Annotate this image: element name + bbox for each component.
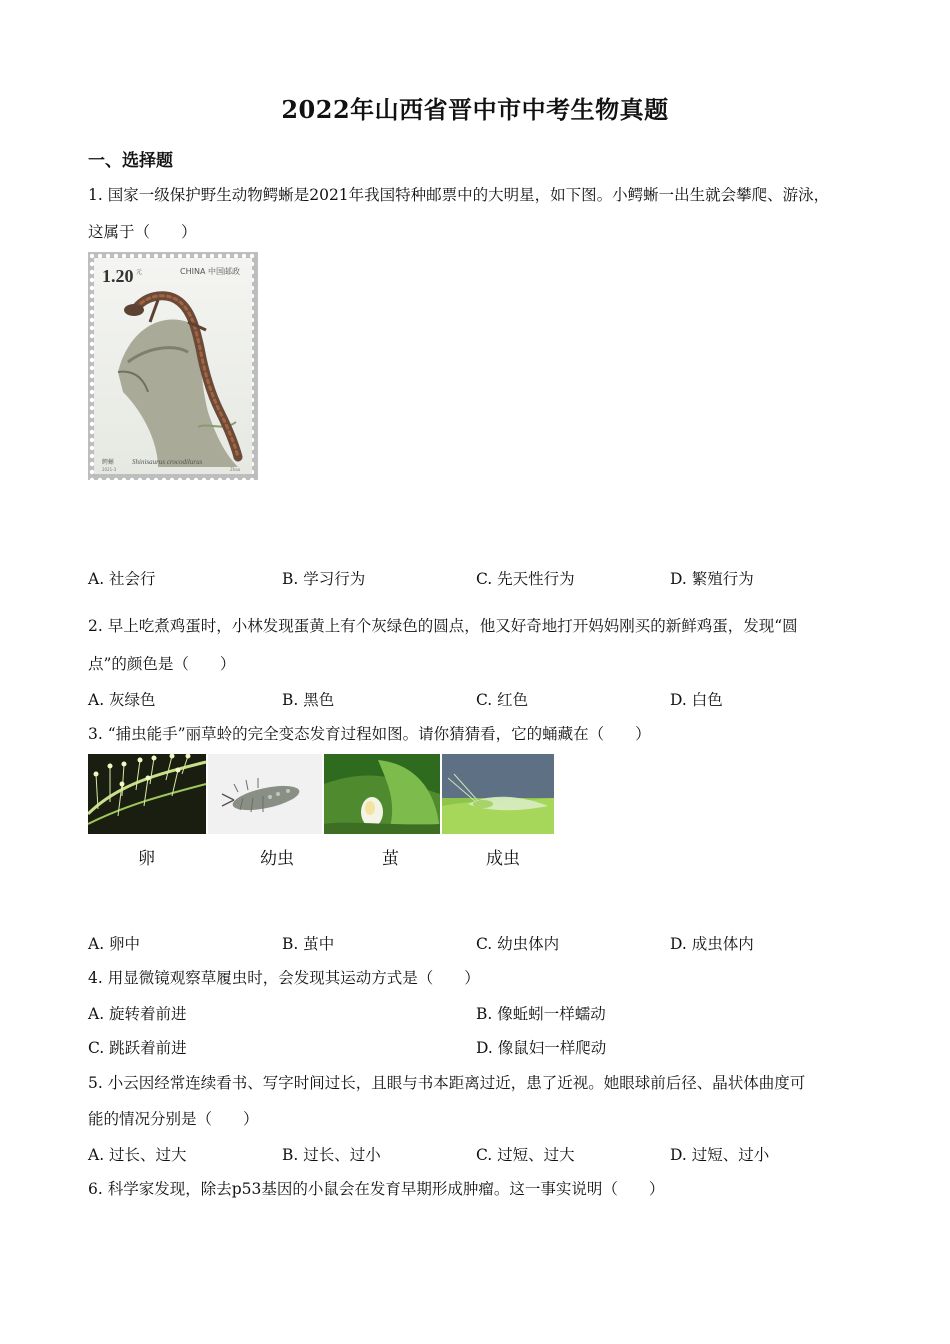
caption-adult: 成虫 bbox=[486, 849, 520, 869]
q5-option-d: D. 过短、过小 bbox=[670, 1146, 770, 1164]
adult-lacewing-photo bbox=[442, 754, 554, 834]
stamp-unit: 元 bbox=[136, 269, 143, 276]
q2-stem-line1: 2. 早上吃煮鸡蛋时，小林发现蛋黄上有个灰绿色的圆点，他又好奇地打开妈妈刚买的新鲜鸡蛋，发现“圆 bbox=[88, 617, 798, 635]
stamp-latin-name: Shinisaurus crocodilurus bbox=[132, 458, 203, 466]
q3-stem-line1: 3. “捕虫能手”丽草蛉的完全变态发育过程如图。请你猜猜看，它的蛹藏在（ ） bbox=[88, 725, 651, 743]
q1-stem-line1: 1. 国家一级保护野生动物鳄蜥是2021年我国特种邮票中的大明星，如下图。小鳄蜥一出生就会攀爬、游泳， bbox=[88, 186, 830, 204]
stamp-designer: Zhao bbox=[230, 467, 241, 472]
q4-option-c: C. 跳跃着前进 bbox=[88, 1039, 187, 1057]
q5-stem-line2: 能的情况分别是（ ） bbox=[88, 1110, 259, 1128]
q4-option-d: D. 像鼠妇一样爬动 bbox=[476, 1039, 607, 1057]
page-title: 2022年山西省晋中市中考生物真题 bbox=[281, 95, 669, 124]
q3-option-b: B. 茧中 bbox=[282, 935, 335, 953]
q3-option-c: C. 幼虫体内 bbox=[476, 935, 560, 953]
stamp-serial: 2021-3 bbox=[102, 467, 117, 472]
q3-option-a: A. 卵中 bbox=[88, 935, 141, 953]
q2-option-b: B. 黑色 bbox=[282, 691, 335, 709]
q1-option-a: A. 社会行 bbox=[88, 570, 156, 588]
q1-option-b: B. 学习行为 bbox=[282, 570, 366, 588]
caption-egg: 卵 bbox=[138, 849, 155, 869]
q4-stem-line1: 4. 用显微镜观察草履虫时，会发现其运动方式是（ ） bbox=[88, 969, 480, 987]
crocodile-lizard-stamp bbox=[88, 252, 258, 480]
q1-option-c: C. 先天性行为 bbox=[476, 570, 575, 588]
q5-stem-line1: 5. 小云因经常连续看书、写字时间过长，且眼与书本距离过近，患了近视。她眼球前后径、晶状体曲度可 bbox=[88, 1074, 806, 1092]
caption-larva: 幼虫 bbox=[260, 849, 294, 869]
egg-photo bbox=[88, 754, 206, 834]
q2-option-a: A. 灰绿色 bbox=[88, 691, 156, 709]
stamp-country: CHINA 中国邮政 bbox=[180, 267, 240, 276]
q1-stem-line2: 这属于（ ） bbox=[88, 223, 197, 241]
cocoon-photo bbox=[324, 754, 440, 834]
lacewing-metamorphosis-figure bbox=[88, 754, 554, 869]
section-heading: 一、选择题 bbox=[88, 151, 173, 171]
q2-option-d: D. 白色 bbox=[670, 691, 723, 709]
q5-option-b: B. 过长、过小 bbox=[282, 1146, 381, 1164]
q5-option-a: A. 过长、过大 bbox=[88, 1146, 187, 1164]
caption-cocoon: 茧 bbox=[382, 849, 399, 869]
q4-option-b: B. 像蚯蚓一样蠕动 bbox=[476, 1005, 606, 1023]
stamp-value: 1.20 bbox=[102, 266, 134, 286]
q6-stem-line1: 6. 科学家发现，除去p53基因的小鼠会在发育早期形成肿瘤。这一事实说明（ ） bbox=[88, 1180, 665, 1198]
q2-stem-line2: 点”的颜色是（ ） bbox=[88, 655, 236, 673]
q2-option-c: C. 红色 bbox=[476, 691, 529, 709]
q3-option-d: D. 成虫体内 bbox=[670, 935, 754, 953]
larva-photo bbox=[208, 754, 322, 834]
stamp-common-name: 鳄蜥 bbox=[102, 459, 115, 466]
q4-option-a: A. 旋转着前进 bbox=[88, 1005, 187, 1023]
q5-option-c: C. 过短、过大 bbox=[476, 1146, 575, 1164]
q1-option-d: D. 繁殖行为 bbox=[670, 570, 754, 588]
